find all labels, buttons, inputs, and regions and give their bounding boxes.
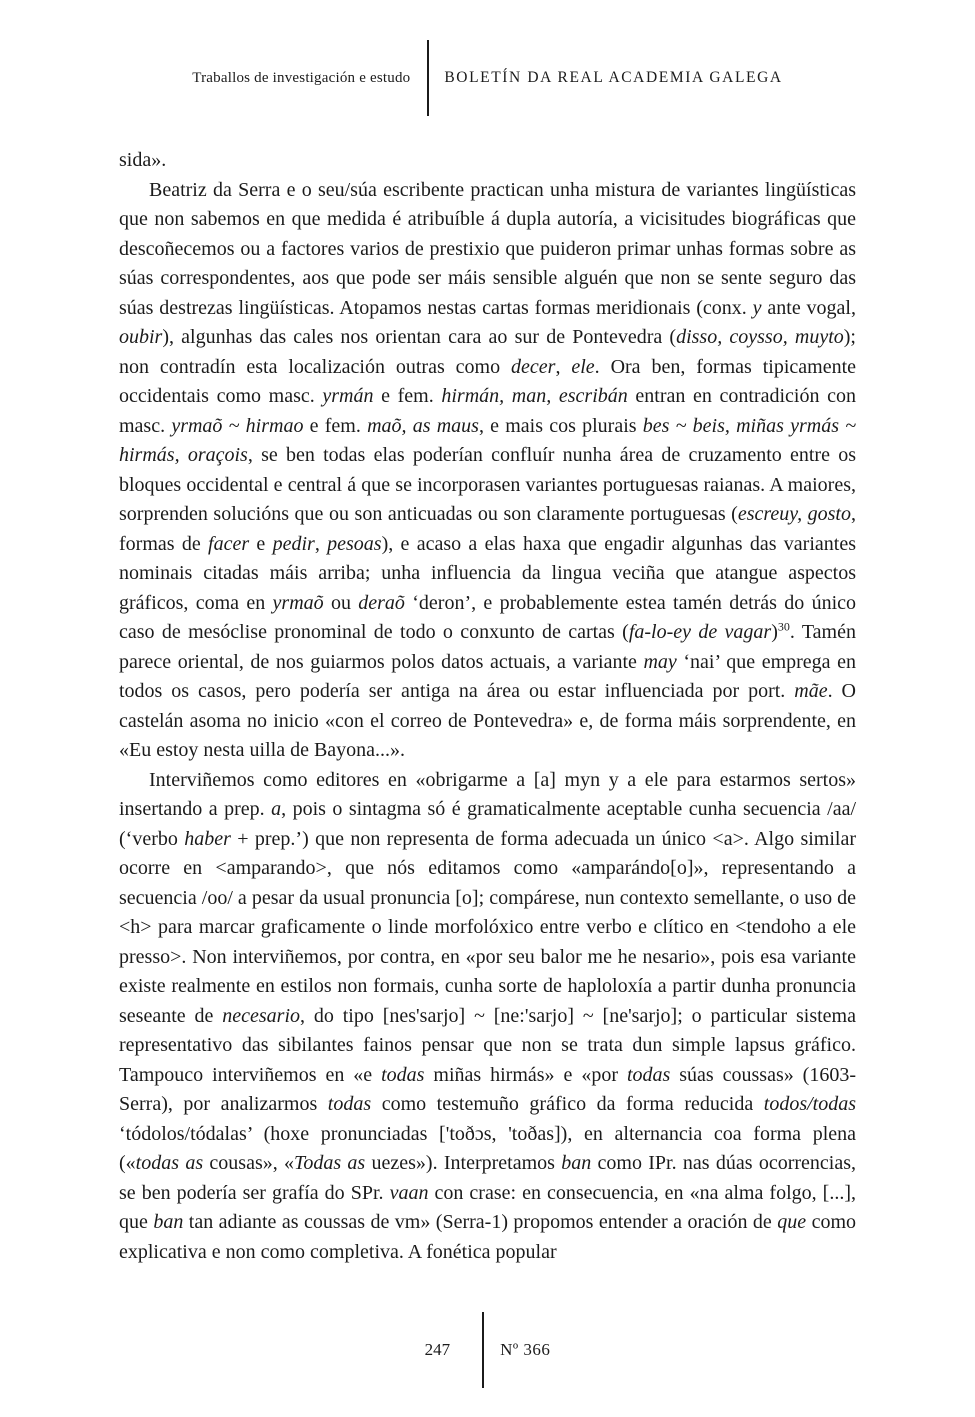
- paragraph: Beatriz da Serra e o seu/súa escribente practican unha mistura de variantes lingüísticas que non sabemos en que medida é atribuíble á dupla autoría, a vicisitudes biográficas que descoñecemos ou a factores varios de prestixio que puideron primar unhas formas sobre as súas correspondentes, aos que pode ser máis sensible alguén que non se sente seguro das súas destrezas lingüísticas. Atopamos nestas cartas formas meridionais (conx. y ante vogal, oubir), algunhas das cales nos orientan cara ao sur de Pontevedra (disso, coysso, muyto); non contradín esta localización outras como decer, ele. Ora ben, formas tipicamente occidentais como masc. yrmán e fem. hirmán, man, escribán entran en contradición con masc. yrmaõ ~ hirmao e fem. maõ, as maus, e mais cos plurais bes ~ beis, miñas yrmás ~ hirmás, oraçois, se ben todas elas poderían confluír nunha área de cruzamento entre os bloques occidental e central á que se incorporasen variantes portuguesas raianas. A maiores, sorprenden solucións que ou son anticuadas ou son claramente portuguesas (escreuy, gosto, formas de facer e pedir, pesoas), e acaso a elas haxa que engadir algunhas das variantes nominais citadas máis arriba; unha influencia da lingua veciña que atangue aspectos gráficos, coma en yrmaõ ou deraõ ‘deron’, e probablemente estea tamén detrás do único caso de mesóclise pronominal de todo o conxunto de cartas (fa-lo-ey de vagar)$^{30}$. Tamén parece oriental, de nos guiarmos polos datos actuais, a variante may ‘nai’ que emprega en todos os casos, pero podería ser antiga na área ou estar influenciada por port. mãe. O castelán asoma no inicio «con el correo de Pontevedra» e, de forma máis sorprendente, en «Eu estoy nesta uilla de Bayona...».: [119, 178, 857, 761]
- issue-number: Nº 366: [500, 1340, 551, 1359]
- header-divider: [427, 40, 429, 116]
- header-section-title: Traballos de investigación e estudo: [192, 69, 411, 86]
- article-text: [119, 146, 856, 1267]
- paragraph: sida».: [119, 149, 167, 171]
- page-footer: [0, 1312, 975, 1388]
- header-journal-title: BOLETÍN DA REAL ACADEMIA GALEGA: [444, 69, 783, 86]
- page-header: [0, 40, 975, 116]
- paragraph: Interviñemos como editores en «obrigarme a [a] myn y a ele para estarmos sertos» insertando a prep. a, pois o sintagma só é gramaticalmente aceptable cunha secuencia /aa/ (‘verbo haber + prep.’) que non representa de forma adecuada un único <a>. Algo similar ocorre en <amparando>, que nós editamos como «amparándo[o]», representando a secuencia /oo/ a pesar da usual pronuncia [o]; compárese, nun contexto semellante, o uso de <h> para marcar graficamente o linde morfolóxico entre verbo e clítico en <tendoho a ele presso>. Non interviñemos, por contra, en «por seu balor me he nesario», pois esa variante existe realmente en estilos non formais, cunha sorte de haploloxía a partir dunha pronuncia seseante de necesario, do tipo [nes'sarjo] ~ [ne:'sarjo] ~ [ne'sarjo]; o particular sistema representativo das sibilantes fainos pensar que non se trata dun simple lapsus gráfico. Tampouco interviñemos en «e todas miñas hirmás» e «por todas súas coussas» (1603-Serra), por analizarmos todas como testemuño gráfico da forma reducida todos/todas ‘tódolos/tódalas’ (hoxe pronunciadas ['toðɔs, 'toðas]), en alternancia coa forma plena («todas as cousas», «Todas as uezes»). Interpretamos ban como IPr. nas dúas ocorrencias, se ben podería ser grafía do SPr. vaan con crase: en consecuencia, en «na alma folgo, [...], que ban tan adiante as coussas de vm» (Serra-1) propomos entender a oración de que como explicativa e non como completiva. A fonética popular: [119, 768, 857, 1263]
- footnote-marker: 30: [777, 619, 790, 634]
- footer-divider: [482, 1312, 484, 1388]
- page-number: 247: [424, 1340, 451, 1359]
